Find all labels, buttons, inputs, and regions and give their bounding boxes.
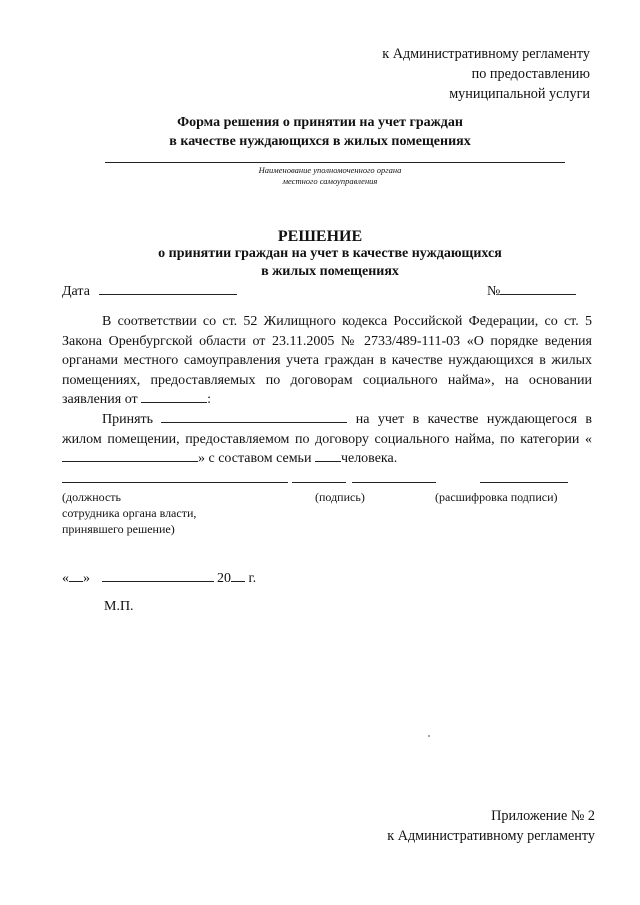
footer-line-2: к Административному регламенту [387, 828, 595, 844]
position-line-2 [292, 482, 346, 483]
decision-body [62, 312, 592, 469]
decision-subtitle-line-1: о принятии граждан на учет в качестве нуждающихся [158, 246, 502, 261]
body-p1-colon: : [207, 392, 212, 408]
decoding-caption: (расшифровка подписи) [435, 490, 558, 504]
signing-date [62, 569, 256, 587]
seal-place: М.П. [104, 599, 134, 614]
signature-line [352, 482, 436, 483]
month-blank [102, 569, 214, 582]
body-p2-family: » с составом семьи [198, 451, 312, 467]
position-line-1 [62, 482, 288, 483]
decoding-line [480, 482, 568, 483]
date-row [62, 282, 237, 300]
decision-subtitle-line-2: в жилых помещениях [261, 264, 399, 279]
form-title [0, 113, 640, 151]
regulation-header [382, 44, 590, 104]
date-label: Дата [62, 284, 90, 299]
position-caption-line-3: принявшего решение) [62, 522, 175, 536]
body-p2-accept: Принять [102, 411, 154, 427]
signing-date-open: « [62, 571, 69, 586]
signing-date-close: » [83, 571, 90, 586]
position-caption [62, 489, 262, 537]
header-line-1: к Административному регламенту [382, 46, 590, 62]
decision-title: РЕШЕНИЕ [277, 228, 363, 245]
body-paragraph-2 [62, 410, 592, 469]
form-title-line-1: Форма решения о принятии на учет граждан [177, 115, 463, 130]
citizen-name-blank [161, 410, 347, 423]
number-row [487, 282, 576, 300]
scan-speck [428, 735, 430, 737]
number-label: № [487, 284, 501, 299]
day-blank [69, 569, 83, 582]
family-size-blank [315, 449, 341, 462]
body-p2-persons: человека. [340, 451, 398, 467]
application-date-blank [141, 390, 207, 403]
body-paragraph-1 [62, 312, 592, 410]
header-line-2: по предоставлению [471, 66, 590, 82]
organ-name-line [105, 162, 565, 163]
body-p1-text: В соответствии со ст. 52 Жилищного кодекса Российской Федерации, со ст. 5 Закона Оренбургской области от 23.11.2005 № 2733/489-111-03 «О порядке ведения органами местного самоуправления учета граждан в качестве нуждающихся в жилых помещениях, предоставляемых по договорам социального найма», на основании заявления от [62, 314, 592, 408]
category-blank [62, 449, 198, 462]
decision-subtitle [0, 245, 640, 281]
body-p2-text: на учет в качестве нуждающегося в жилом помещении, предоставляемом по договору социального найма, по категории « [62, 411, 593, 447]
header-line-3: муниципальной услуги [449, 86, 590, 102]
year-suffix: г. [245, 571, 257, 586]
footer-line-1: Приложение № 2 [491, 808, 595, 824]
form-title-line-2: в качестве нуждающихся в жилых помещениях [169, 134, 471, 149]
date-blank-line [99, 282, 237, 295]
signature-caption: (подпись) [315, 490, 365, 504]
organ-caption-line-2: местного самоуправления [282, 176, 378, 186]
organ-name-caption [0, 165, 640, 187]
year-blank [231, 569, 245, 582]
appendix-footer [387, 806, 595, 846]
position-caption-line-1: (должность [62, 490, 121, 504]
number-blank-line [500, 282, 576, 295]
organ-caption-line-1: Наименование уполномоченного органа [258, 165, 402, 175]
position-caption-line-2: сотрудника органа власти, [62, 506, 197, 520]
year-prefix: 20 [217, 571, 231, 586]
